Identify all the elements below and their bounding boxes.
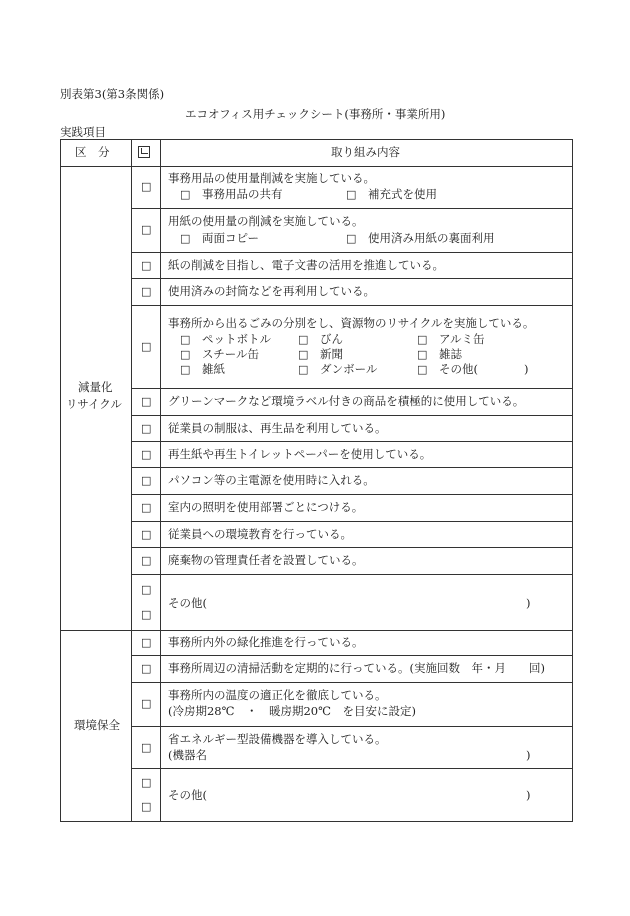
checkbox-r5-4[interactable]: □ [180,348,191,361]
checkbox-e3[interactable]: □ [141,697,152,710]
item-e5-close: ) [526,788,531,802]
checkbox-r2b[interactable]: □ [346,232,357,245]
item-r4: 使用済みの封筒などを再利用している。 [168,284,375,298]
option-r5-4: スチール缶 [202,347,260,361]
checkbox-r5-3[interactable]: □ [417,333,428,346]
checkbox-r1[interactable]: □ [141,180,152,193]
item-e5-other: その他( [168,788,207,802]
checkbox-r2[interactable]: □ [141,223,152,236]
checkbox-r5[interactable]: □ [141,340,152,353]
section-label: 実践項目 [60,125,106,139]
item-r11: 従業員への環境教育を行っている。 [168,527,352,541]
option-r1b: 補充式を使用 [368,187,437,201]
option-r2b: 使用済み用紙の裏面利用 [368,231,495,245]
option-r5-8: ダンボール [320,362,378,376]
item-r12: 廃棄物の管理責任者を設置している。 [168,553,364,567]
item-r13-other: その他( [168,596,207,610]
item-e3: 事務所内の温度の適正化を徹底している。 [168,688,387,702]
item-e4-close: ) [526,748,531,762]
option-r5-7: 雑紙 [202,362,225,376]
item-r6: グリーンマークなど環境ラベル付きの商品を積極的に使用している。 [168,394,525,408]
item-e4-equipment: (機器名 [168,748,207,762]
item-r9: パソコン等の主電源を使用時に入れる。 [168,473,375,487]
item-e2: 事務所周辺の清掃活動を定期的に行っている。(実施回数 年・月 回) [168,661,545,675]
checkbox-r5-2[interactable]: □ [298,333,309,346]
checkbox-e1[interactable]: □ [141,636,152,649]
option-r5-6: 雑誌 [439,347,462,361]
option-r5-1: ペットボトル [202,332,271,346]
checkbox-r5-7[interactable]: □ [180,363,191,376]
item-r5: 事務所から出るごみの分別をし、資源物のリサイクルを実施している。 [168,316,535,330]
option-r2a: 両面コピー [202,231,260,245]
item-r13-close: ) [526,596,531,610]
checkbox-r2a[interactable]: □ [180,232,191,245]
checkbox-r8[interactable]: □ [141,448,152,461]
checkbox-r3[interactable]: □ [141,259,152,272]
category-env: 環境保全 [74,718,120,732]
category-reduce: 減量化 [78,380,113,394]
checkbox-e4[interactable]: □ [141,741,152,754]
checkbox-e5a[interactable]: □ [141,776,152,789]
checkbox-r12[interactable]: □ [141,554,152,567]
item-r8: 再生紙や再生トイレットペーパーを使用している。 [168,447,432,461]
item-r2: 用紙の使用量の削減を実施している。 [168,214,364,228]
checkbox-r1a[interactable]: □ [180,188,191,201]
category-recycle: リサイクル [66,397,122,411]
check-header-icon [138,146,150,158]
item-r7: 従業員の制服は、再生品を利用している。 [168,421,387,435]
page-title: エコオフィス用チェックシート(事務所・事業所用) [185,107,446,121]
option-r1a: 事務用品の共有 [202,187,283,201]
checkbox-r5-5[interactable]: □ [298,348,309,361]
checkbox-r10[interactable]: □ [141,501,152,514]
item-e3-note: (冷房期28℃ ・ 暖房期20℃ を目安に設定) [168,704,416,718]
item-r3: 紙の削減を目指し、電子文書の活用を推進している。 [168,258,444,272]
form-label: 別表第3(第3条関係) [60,87,165,101]
option-r5-2: びん [320,332,343,346]
content-header: 取り組み内容 [331,145,400,159]
checkbox-e5b[interactable]: □ [141,800,152,813]
item-e1: 事務所内外の緑化推進を行っている。 [168,635,364,649]
checkbox-r5-1[interactable]: □ [180,333,191,346]
checkbox-r4[interactable]: □ [141,285,152,298]
item-r10: 室内の照明を使用部署ごとにつける。 [168,500,364,514]
checkbox-r7[interactable]: □ [141,422,152,435]
checkbox-e2[interactable]: □ [141,662,152,675]
checkbox-r5-6[interactable]: □ [417,348,428,361]
checkbox-r6[interactable]: □ [141,395,152,408]
checkbox-r1b[interactable]: □ [346,188,357,201]
item-e4: 省エネルギー型設備機器を導入している。 [168,732,387,746]
item-r1: 事務用品の使用量削減を実施している。 [168,171,375,185]
checkbox-r13a[interactable]: □ [141,583,152,596]
checkbox-r13b[interactable]: □ [141,608,152,621]
checkbox-r5-9[interactable]: □ [417,363,428,376]
option-r5-3: アルミ缶 [439,332,485,346]
category-header: 区 分 [75,145,110,159]
option-r5-5: 新聞 [320,347,343,361]
checkbox-r11[interactable]: □ [141,528,152,541]
checkbox-r5-8[interactable]: □ [298,363,309,376]
checkbox-r9[interactable]: □ [141,474,152,487]
option-r5-9: その他( ) [439,362,529,376]
